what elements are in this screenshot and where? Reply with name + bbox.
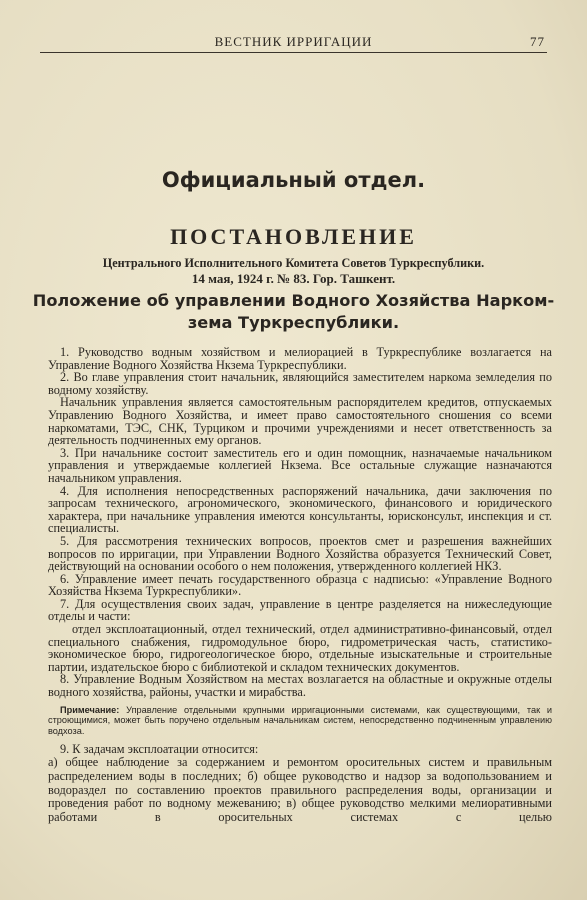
paragraph-7: 7. Для осуществления своих задач, управление в центре разделяется на нижеследующие отделы и части: — [48, 596, 552, 624]
section-title: Официальный отдел. — [161, 168, 426, 192]
note — [48, 705, 552, 737]
paragraph-9: 9. К задачам эксплоатации относится: — [60, 742, 259, 757]
regulation-title-line-1: Положение об управлении Водного Хозяйства Нарком- — [32, 291, 555, 310]
paragraph-3: 3. При начальнике состоит заместитель его и один помощник, назначаемые начальником управления и утверждаемые коллегией Нкзема. Все остальные служащие назначаются начальником управления. — [48, 445, 552, 485]
paragraph-1: 1. Руководство водным хозяйством и мелиорацией в Туркреспублике возлагается на Управление Водного Хозяйства Нкзема Туркреспублики. — [48, 345, 552, 372]
regulation-body — [48, 346, 552, 824]
regulation-title — [20, 290, 567, 334]
journal-title: ВЕСТНИК ИРРИГАЦИИ — [214, 34, 373, 49]
issuer-line-2: 14 мая, 1924 г. № 83. Гор. Ташкент. — [191, 271, 396, 286]
decree-issuer — [30, 255, 557, 287]
header-rule — [40, 52, 547, 53]
paragraph-5: 5. Для рассмотрения технических вопросов, проектов смет и разрешения важнейших вопросов по ирригации, при Управлении Водного Хозяйства образуется Технический Совет, действующий на основании особого о нем положения, утвержденного коллегией НКЗ. — [48, 533, 552, 574]
paragraph-4: 4. Для исполнения непосредственных распоряжений начальника, дачи заключения по запросам технического, агрономического, экономического, финансового и юридического характера, при начальнике управления имеются консультанты, юрисконсульт, инспекция и ст. специалисты. — [48, 483, 552, 536]
note-text: Управление отдельными крупными ирригационными системами, как существующими, так и строющимися, может быть поручено отдельным начальникам систем, непосредственно подчиненным управлению водхоза. — [48, 704, 552, 736]
running-head — [40, 34, 547, 52]
paragraph-2: 2. Во главе управления стоит начальник, являющийся заместителем наркома земледелия по водному хозяйству. — [48, 370, 552, 397]
paragraph-6: 6. Управление имеет печать государственного образца с надписью: «Управление Водного Хозяйства Нкзема Туркреспублики». — [48, 571, 552, 599]
decree-heading: ПОСТАНОВЛЕНИЕ — [170, 224, 417, 249]
paragraph-7-list: отдел эксплоатационный, отдел технический, отдел административно-финансовый, отдел специального снабжения, гидромодульное бюро, гидрометрическая часть, статистико-экономическое бюро, гидрогеологическое бюро, отдельные изыскательные и строительные партии, издательское бюро с библиотекой и складом технических документов. — [48, 622, 552, 674]
issuer-line-1: Центрального Исполнительного Комитета Советов Туркреспублики. — [102, 256, 485, 270]
page-number: 77 — [530, 34, 545, 49]
regulation-title-line-2: зема Туркреспублики. — [187, 313, 400, 332]
note-label: Примечание: — [60, 704, 120, 715]
paragraph-2-cont: Начальник управления является самостоятельным распорядителем кредитов, отпускаемых Управлению Водного Хозяйства, и имеет право самостоятельного сношения со всеми наркоматами, ТЭС, СНК, Турциком и прочими учреждениями и несет ответственность за деятельность подчиненных ему органов. — [48, 395, 552, 448]
paragraph-9-text: а) общее наблюдение за содержанием и ремонтом оросительных систем и правильным распределением воды в последних; б) общее руководство и надзор за водопользованием и водораздел по составлению проектов правильного распределения воды, организации и проведения работ по водному межеванию; в) общее руководство мелкими мелиоративными работами в оросительных системах с целью — [48, 755, 552, 824]
paragraph-8: 8. Управление Водным Хозяйством на местах возлагается на областные и окружные отделы водного хозяйства, районы, участки и мирабства. — [48, 672, 552, 700]
